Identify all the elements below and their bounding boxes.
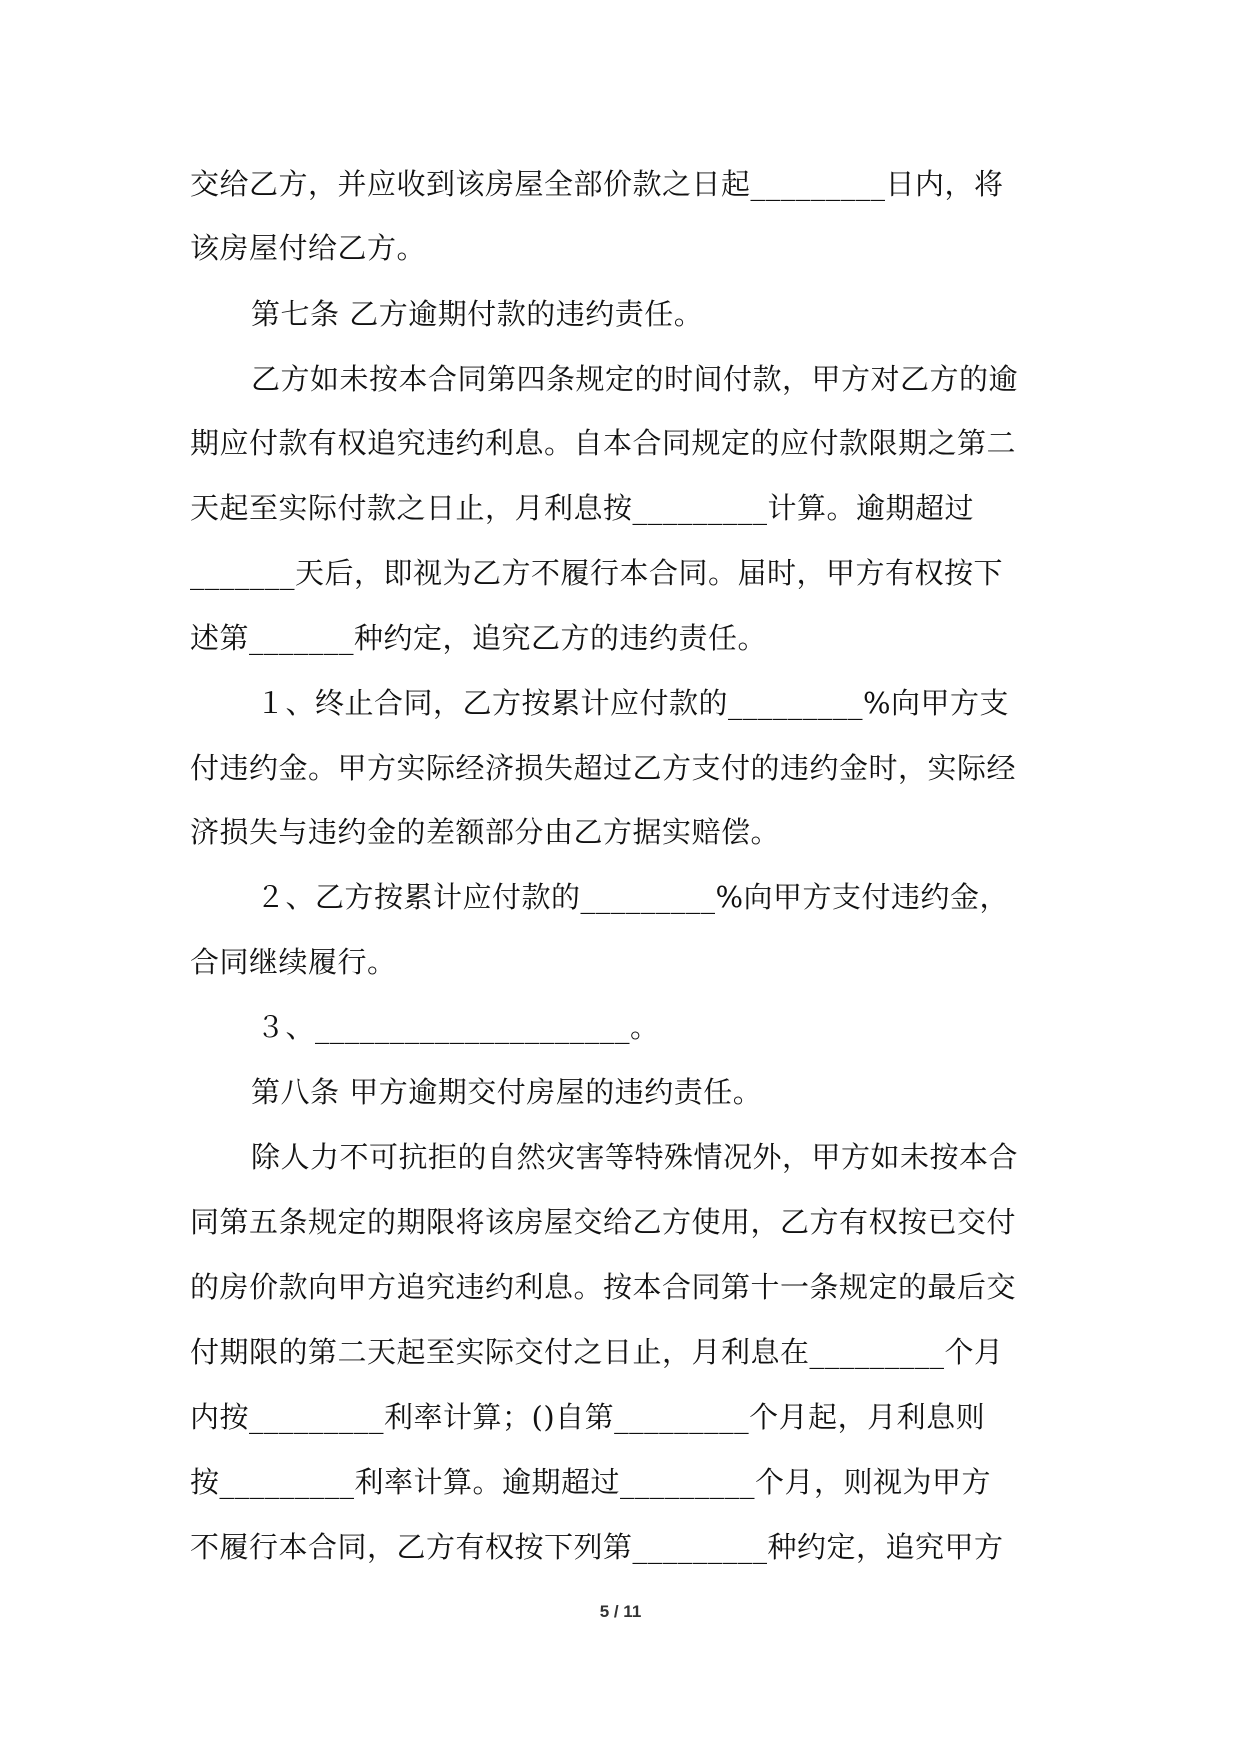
text-line: 除人力不可抗拒的自然灾害等特殊情况外，甲方如未按本合 — [251, 1140, 1019, 1174]
text-line: 述第_______种约定，追究乙方的违约责任。 — [190, 621, 768, 655]
text-line: 同第五条规定的期限将该房屋交给乙方使用，乙方有权按已交付 — [190, 1205, 1017, 1239]
text-line: 乙方如未按本合同第四条规定的时间付款，甲方对乙方的逾 — [251, 362, 1019, 396]
text-line: 济损失与违约金的差额部分由乙方据实赔偿。 — [190, 815, 781, 849]
text-line: 不履行本合同，乙方有权按下列第_________种约定，追究甲方 — [190, 1530, 1004, 1564]
text-line: 付期限的第二天起至实际交付之日止，月利息在_________个月 — [190, 1335, 1004, 1369]
article-heading: 第八条 甲方逾期交付房屋的违约责任。 — [251, 1075, 763, 1109]
text-line: 按_________利率计算。逾期超过_________个月，则视为甲方 — [190, 1465, 992, 1499]
text-line: 内按_________利率计算；()自第_________个月起，月利息则 — [190, 1400, 986, 1434]
text-line: 天起至实际付款之日止，月利息按_________计算。逾期超过 — [190, 491, 975, 525]
page-number: 5 / 11 — [599, 1602, 642, 1621]
text-line: 期应付款有权追究违约利息。自本合同规定的应付款限期之第二 — [190, 426, 1017, 460]
list-item: １、终止合同，乙方按累计应付款的_________%向甲方支 — [256, 686, 1010, 720]
text-line: _______天后，即视为乙方不履行本合同。届时，甲方有权按下 — [190, 556, 1004, 590]
list-item: ２、乙方按累计应付款的_________%向甲方支付违约金， — [256, 880, 1010, 914]
text-line: 付违约金。甲方实际经济损失超过乙方支付的违约金时，实际经 — [190, 751, 1017, 785]
list-item: ３、_____________________。 — [256, 1010, 660, 1044]
text-line: 合同继续履行。 — [190, 945, 397, 979]
text-line: 该房屋付给乙方。 — [190, 231, 427, 265]
article-heading: 第七条 乙方逾期付款的违约责任。 — [251, 297, 704, 331]
text-line: 的房价款向甲方追究违约利息。按本合同第十一条规定的最后交 — [190, 1270, 1017, 1304]
text-line: 交给乙方，并应收到该房屋全部价款之日起_________日内，将 — [190, 167, 1004, 201]
